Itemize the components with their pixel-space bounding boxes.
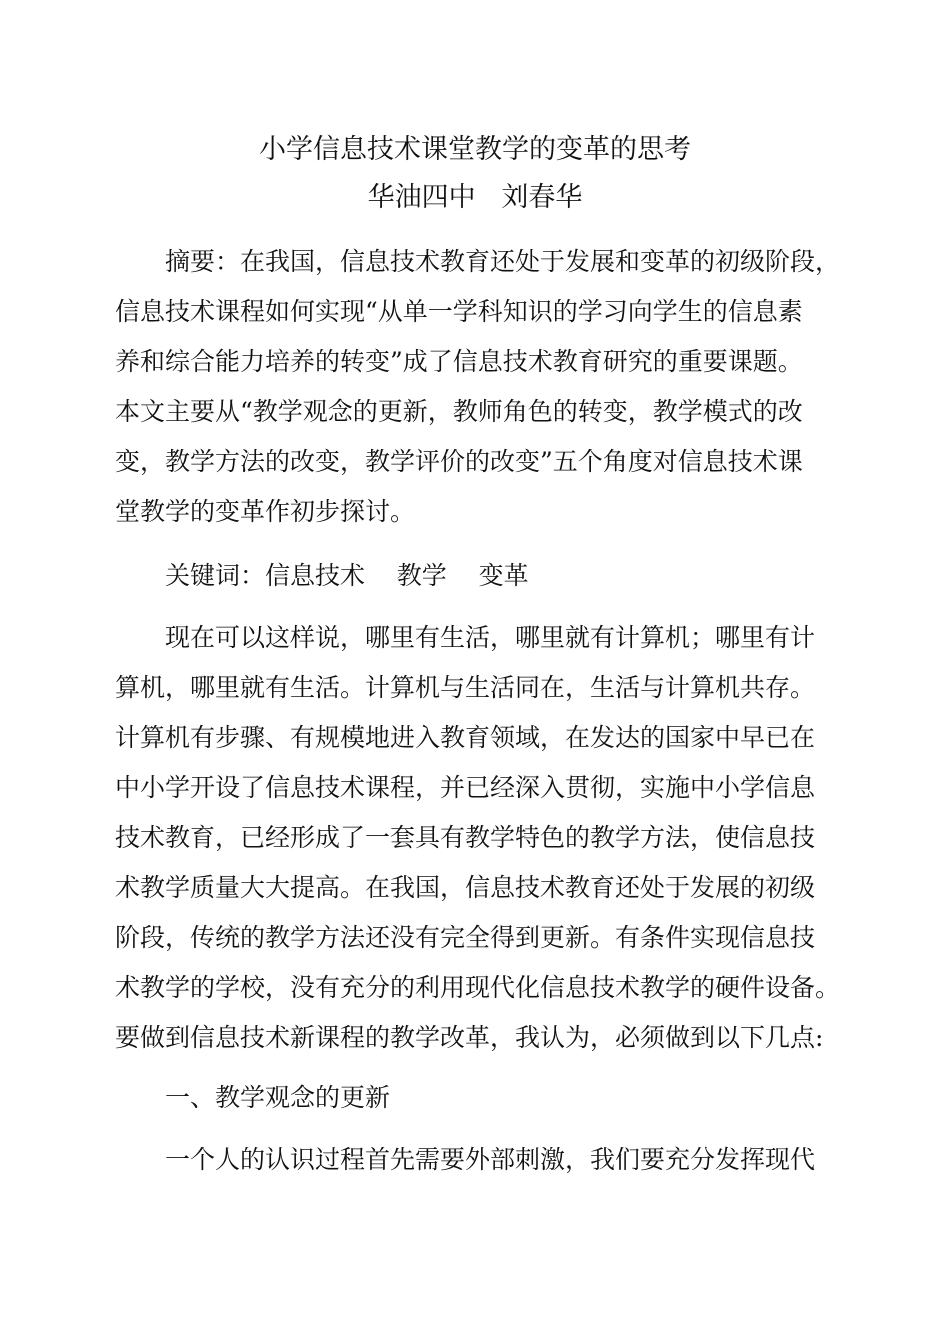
author-line: 华油四中 刘春华 — [367, 182, 583, 213]
abstract-line: 信息技术课程如何实现“从单一学科知识的学习向学生的信息素 — [115, 297, 803, 326]
body-line: 阶段，传统的教学方法还没有完全得到更新。有条件实现信息技 — [115, 923, 816, 952]
body-line: 现在可以这样说，哪里有生活，哪里就有计算机；哪里有计 — [165, 623, 816, 652]
body-line: 术教学质量大大提高。在我国，信息技术教育还处于发展的初级 — [115, 873, 816, 902]
body-line: 要做到信息技术新课程的教学改革，我认为，必须做到以下几点: — [115, 1023, 824, 1052]
abstract-line: 养和综合能力培养的转变”成了信息技术教育研究的重要课题。 — [115, 347, 803, 376]
body-line: 术教学的学校，没有充分的利用现代化信息技术教学的硬件设备。 — [115, 973, 841, 1002]
document-title: 小学信息技术课堂教学的变革的思考 — [259, 134, 691, 165]
body-line: 技术教育，已经形成了一套具有教学特色的教学方法，使信息技 — [115, 823, 816, 852]
body-line: 一个人的认识过程首先需要外部刺激，我们要充分发挥现代 — [165, 1145, 816, 1174]
section-heading: 一、教学观念的更新 — [165, 1083, 391, 1112]
abstract-line: 变，教学方法的改变，教学评价的改变”五个角度对信息技术课 — [115, 447, 803, 476]
body-line: 算机，哪里就有生活。计算机与生活同在，生活与计算机共存。 — [115, 673, 816, 702]
keywords-line: 关键词：信息技术 教学 变革 — [165, 561, 529, 590]
body-line: 计算机有步骤、有规模地进入教育领域，在发达的国家中早已在 — [115, 723, 816, 752]
body-line: 中小学开设了信息技术课程，并已经深入贯彻，实施中小学信息 — [115, 773, 816, 802]
abstract-line: 本文主要从“教学观念的更新，教师角色的转变，教学模式的改 — [115, 397, 803, 426]
abstract-line: 摘要：在我国，信息技术教育还处于发展和变革的初级阶段， — [165, 247, 841, 276]
abstract-line: 堂教学的变革作初步探讨。 — [115, 497, 416, 526]
